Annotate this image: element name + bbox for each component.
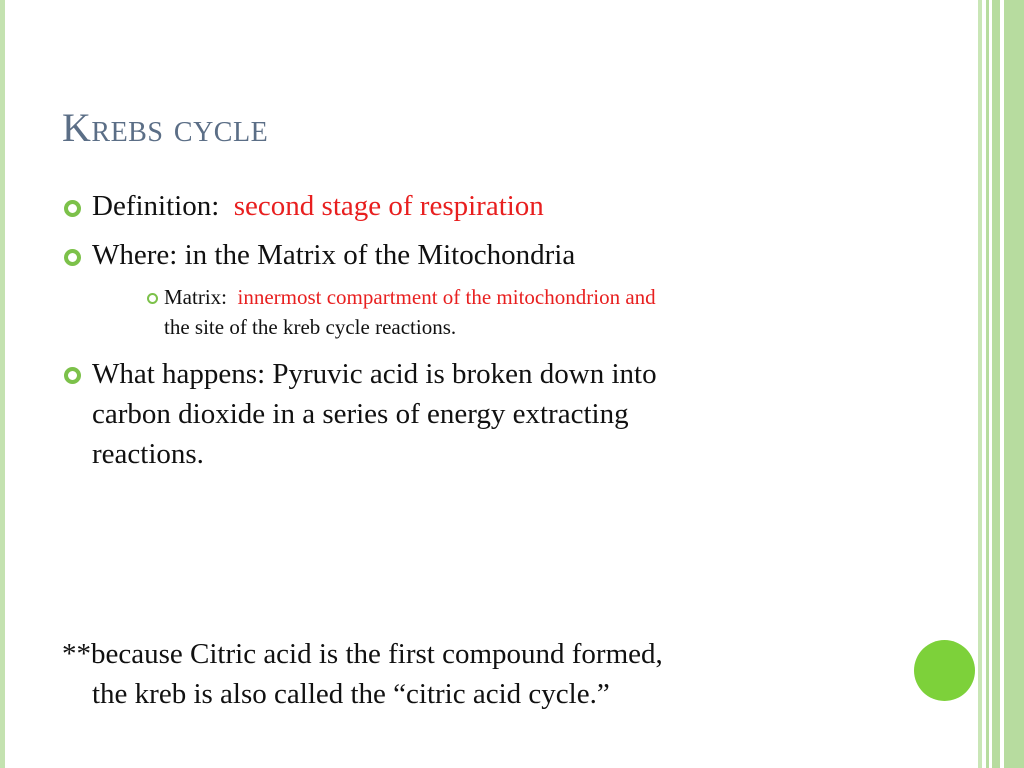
bullet-icon — [64, 367, 81, 384]
sub-bullet-icon — [147, 293, 158, 304]
note-line1: **because Citric acid is the first compound formed, — [62, 638, 663, 670]
border-stripe — [986, 0, 989, 768]
bullet-icon — [64, 200, 81, 217]
bullet-definition — [92, 190, 544, 223]
matrix-definition-line2: the site of the kreb cycle reactions. — [164, 315, 457, 339]
definition-label: Definition: — [92, 190, 220, 222]
what-happens-line1: What happens: Pyruvic acid is broken down into — [92, 358, 657, 390]
matrix-label: Matrix: — [164, 285, 227, 309]
slide-title: Krebs cycle — [62, 105, 269, 150]
right-border-decoration — [978, 0, 1024, 768]
bullet-what-happens — [92, 354, 657, 474]
citric-acid-note — [62, 634, 663, 714]
what-happens-line3: reactions. — [92, 438, 204, 470]
note-line2: the kreb is also called the “citric acid cycle.” — [92, 678, 610, 710]
border-stripe — [978, 0, 982, 768]
left-border-decoration — [0, 0, 5, 768]
definition-value: second stage of respiration — [233, 190, 544, 222]
border-stripe — [992, 0, 1000, 768]
decorative-green-circle — [914, 640, 975, 701]
bullet-icon — [64, 249, 81, 266]
matrix-definition-line1: innermost compartment of the mitochondrion and — [237, 285, 656, 309]
what-happens-line2: carbon dioxide in a series of energy extracting — [92, 398, 629, 430]
sub-bullet-matrix — [164, 285, 656, 310]
border-stripe — [1004, 0, 1024, 768]
bullet-where: Where: in the Matrix of the Mitochondria — [92, 239, 576, 271]
